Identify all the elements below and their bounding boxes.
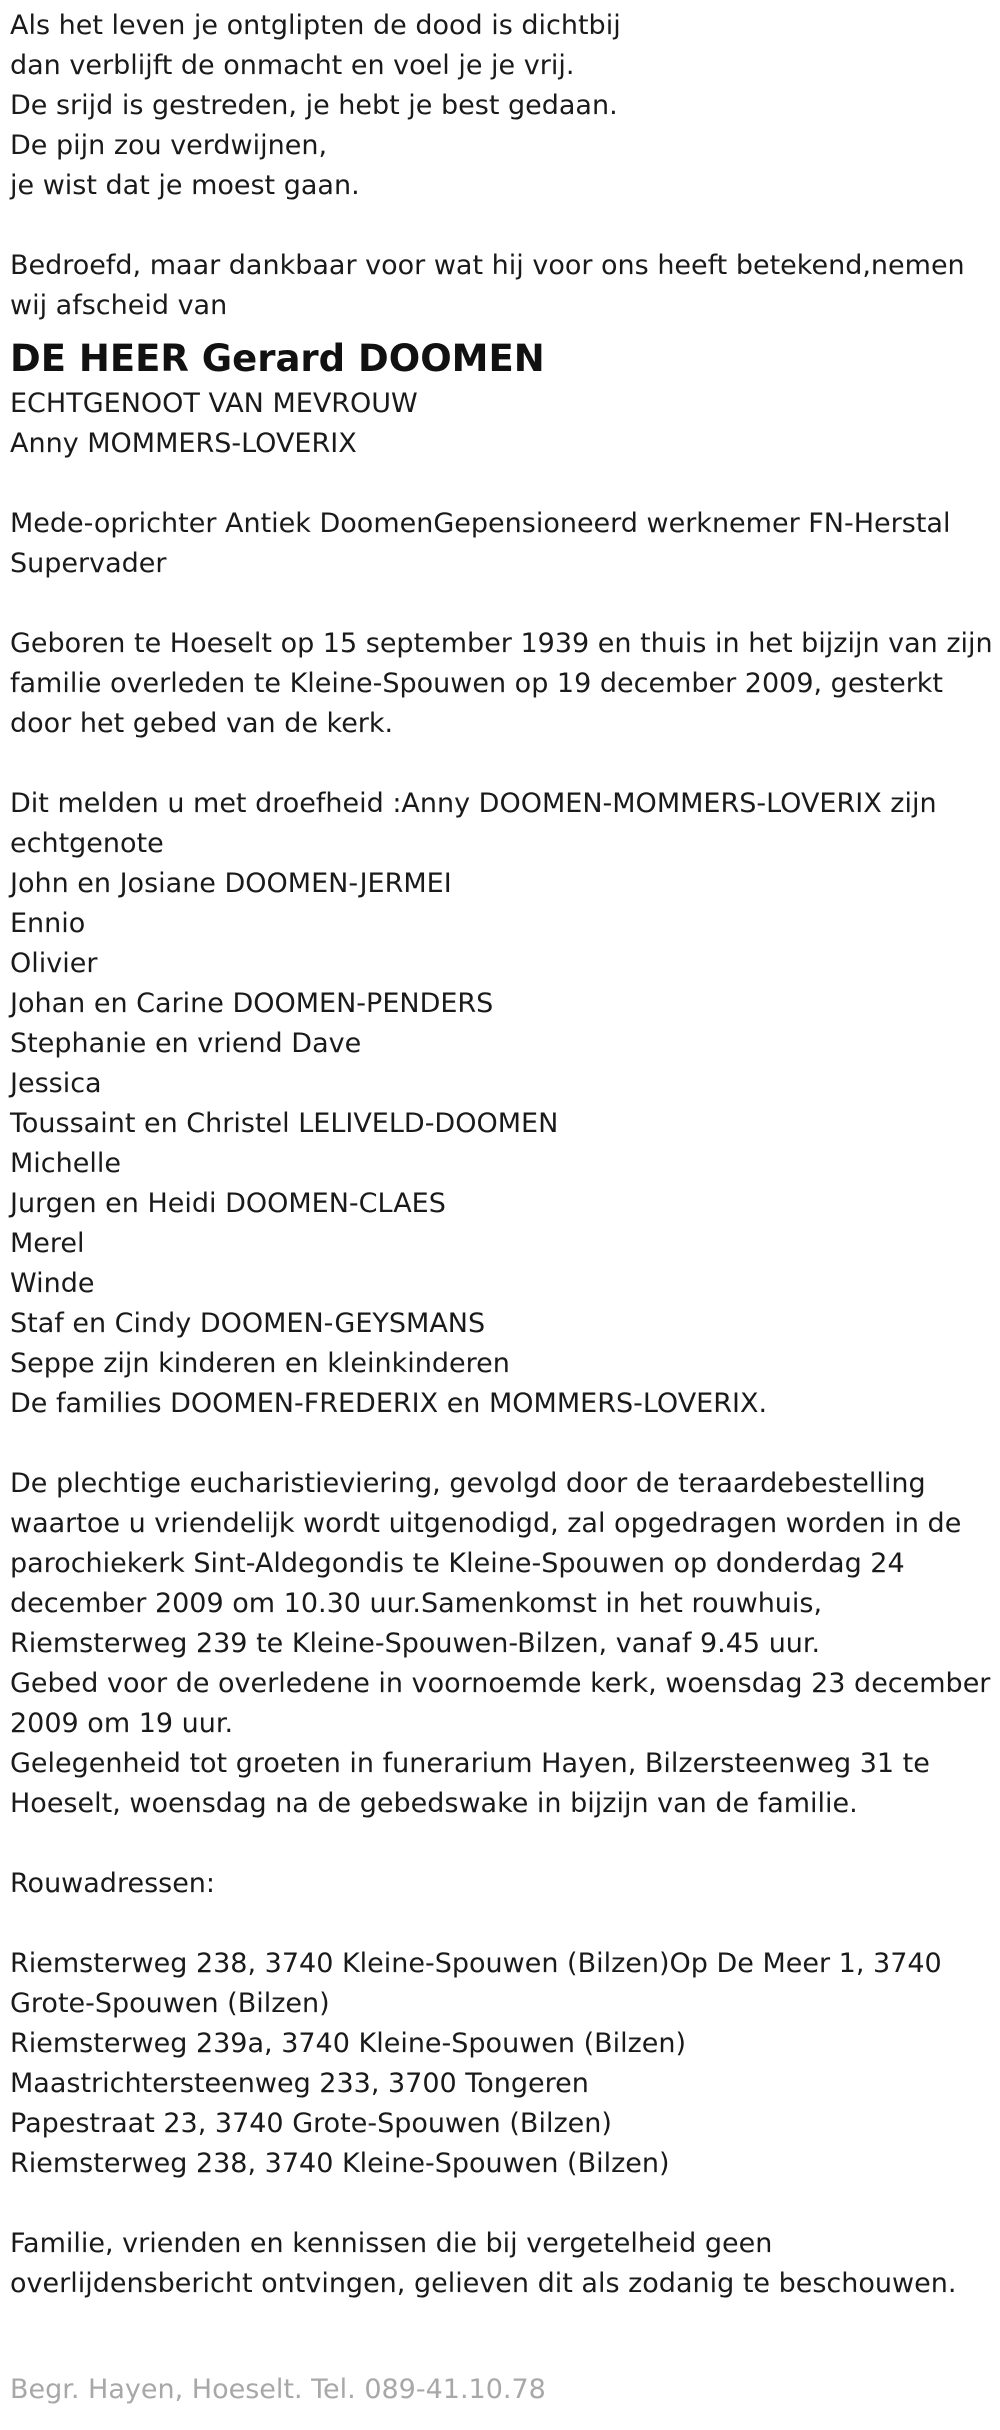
address-line: Riemsterweg 238, 3740 Kleine-Spouwen (Bilzen) [10, 2148, 670, 2179]
address-line: Grote-Spouwen (Bilzen) [10, 1988, 330, 2019]
spouse-line: Anny MOMMERS-LOVERIX [10, 428, 357, 459]
poem-line: je wist dat je moest gaan. [10, 170, 360, 201]
family-line: Jessica [10, 1068, 102, 1099]
ceremony-line: Hoeselt, woensdag na de gebedswake in bijzijn van de familie. [10, 1788, 858, 1819]
role-line: Mede-oprichter Antiek DoomenGepensioneerd werknemer FN-Herstal [10, 508, 951, 539]
ceremony-line: Gebed voor de overledene in voornoemde kerk, woensdag 23 december [10, 1668, 991, 1699]
ceremony-line: december 2009 om 10.30 uur.Samenkomst in het rouwhuis, [10, 1588, 823, 1619]
family-line: echtgenote [10, 828, 164, 859]
ceremony-line: Riemsterweg 239 te Kleine-Spouwen-Bilzen, vanaf 9.45 uur. [10, 1628, 821, 1659]
intro-line: wij afscheid van [10, 290, 228, 321]
birth-death-line: familie overleden te Kleine-Spouwen op 19 december 2009, gesterkt [10, 668, 944, 699]
poem [10, 6, 990, 206]
address-line: Riemsterweg 238, 3740 Kleine-Spouwen (Bilzen)Op De Meer 1, 3740 [10, 1948, 942, 1979]
poem-line: Als het leven je ontglipten de dood is dichtbij [10, 10, 621, 41]
ceremony-line: waartoe u vriendelijk wordt uitgenodigd, zal opgedragen worden in de [10, 1508, 962, 1539]
spacer [10, 584, 990, 624]
spacer [10, 744, 990, 784]
birth-death [10, 624, 993, 744]
poem-line: dan verblijft de onmacht en voel je je vrij. [10, 50, 575, 81]
family-line: Ennio [10, 908, 86, 939]
undertaker-footer: Begr. Hayen, Hoeselt. Tel. 089-41.10.78 [10, 2374, 546, 2405]
spacer [10, 1904, 990, 1944]
address-line: Papestraat 23, 3740 Grote-Spouwen (Bilzen) [10, 2108, 612, 2139]
intro-line: Bedroefd, maar dankbaar voor wat hij voor ons heeft betekend,nemen [10, 250, 965, 281]
spouse [10, 384, 990, 464]
family-line: Dit melden u met droefheid :Anny DOOMEN-MOMMERS-LOVERIX zijn [10, 788, 937, 819]
spacer [10, 2184, 990, 2224]
birth-death-line: Geboren te Hoeselt op 15 september 1939 en thuis in het bijzijn van zijn [10, 628, 993, 659]
poem-line: De pijn zou verdwijnen, [10, 130, 328, 161]
spacer [10, 206, 990, 246]
spacer [10, 1424, 990, 1464]
family-line: Staf en Cindy DOOMEN-GEYSMANS [10, 1308, 486, 1339]
closing-line: Familie, vrienden en kennissen die bij vergetelheid geen [10, 2228, 773, 2259]
family-line: De families DOOMEN-FREDERIX en MOMMERS-LOVERIX. [10, 1388, 768, 1419]
family-line: Winde [10, 1268, 95, 1299]
family-line: Johan en Carine DOOMEN-PENDERS [10, 988, 494, 1019]
family-line: Toussaint en Christel LELIVELD-DOOMEN [10, 1108, 559, 1139]
address-line: Riemsterweg 239a, 3740 Kleine-Spouwen (Bilzen) [10, 2028, 687, 2059]
intro [10, 246, 990, 326]
ceremony-line: parochiekerk Sint-Aldegondis te Kleine-Spouwen op donderdag 24 [10, 1548, 905, 1579]
ceremony-line: Gelegenheid tot groeten in funerarium Hayen, Bilzersteenweg 31 te [10, 1748, 930, 1779]
birth-death-line: door het gebed van de kerk. [10, 708, 394, 739]
address-line: Maastrichtersteenweg 233, 3700 Tongeren [10, 2068, 589, 2099]
family-line: Jurgen en Heidi DOOMEN-CLAES [10, 1188, 446, 1219]
roles [10, 504, 990, 584]
spacer [10, 1824, 990, 1864]
addresses [10, 1944, 990, 2184]
role-line: Supervader [10, 548, 167, 579]
family-line: Merel [10, 1228, 85, 1259]
ceremony-line: 2009 om 19 uur. [10, 1708, 234, 1739]
family-line: Michelle [10, 1148, 121, 1179]
deceased-name: DE HEER Gerard DOOMEN [10, 337, 545, 380]
family-line: Olivier [10, 948, 98, 979]
spouse-line: ECHTGENOOT VAN MEVROUW [10, 388, 418, 419]
closing-line: overlijdensbericht ontvingen, gelieven dit als zodanig te beschouwen. [10, 2268, 957, 2299]
ceremony-line: De plechtige eucharistieviering, gevolgd door de teraardebestelling [10, 1468, 926, 1499]
closing [10, 2224, 990, 2304]
family-line: John en Josiane DOOMEN-JERMEI [10, 868, 452, 899]
ceremony [10, 1464, 990, 1824]
family-list [10, 784, 990, 1424]
poem-line: De srijd is gestreden, je hebt je best gedaan. [10, 90, 618, 121]
family-line: Stephanie en vriend Dave [10, 1028, 362, 1059]
family-line: Seppe zijn kinderen en kleinkinderen [10, 1348, 510, 1379]
spacer [10, 464, 990, 504]
addresses-heading: Rouwadressen: [10, 1868, 216, 1899]
